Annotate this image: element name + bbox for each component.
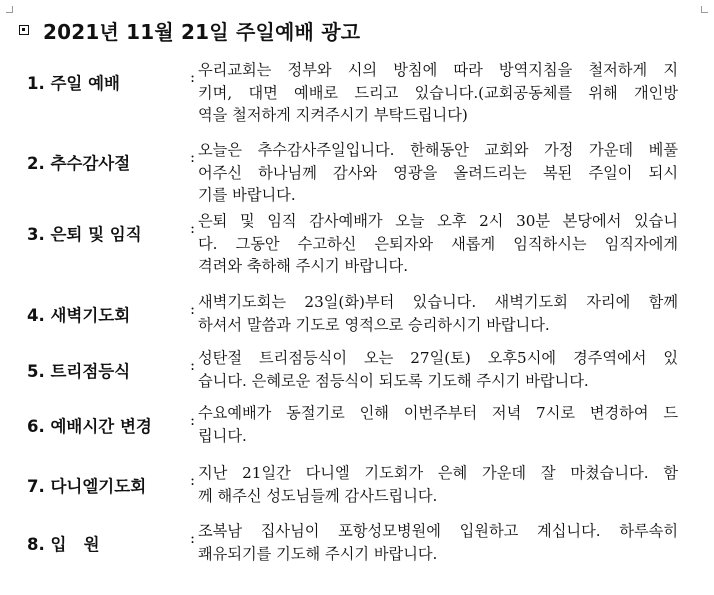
item-body — [198, 462, 678, 507]
body-line: 습니다. 은혜로운 점등식이 되도록 기도해 주시기 바랍니다. — [198, 371, 589, 390]
item-body — [198, 402, 678, 447]
item-label: 2. 추수감사절 — [27, 154, 131, 173]
body-line: 기를 바랍니다. — [198, 186, 296, 204]
body-line: 성탄절 트리점등식이 오는 27일(토) 오후5시에 경주역에서 있 — [198, 349, 678, 367]
body-line: 우리교회는 정부와 시의 방침에 따라 방역지침을 철저하게 지 — [198, 61, 678, 79]
body-line: 키며, 대면 예배로 드리고 있습니다.(교회공동체를 위해 개인방 — [198, 83, 678, 102]
body-line: 조복남 집사님이 포항성모병원에 입원하고 계십니다. 하루속히 — [198, 522, 678, 540]
item-body — [198, 139, 678, 207]
body-line: 쾌유되기를 기도해 주시기 바랍니다. — [198, 544, 438, 563]
body-line: 지난 21일간 다니엘 기도회가 은혜 가운데 잘 마쳤습니다. 함 — [198, 464, 678, 482]
square-bullet-icon — [19, 25, 29, 35]
title-row — [19, 16, 360, 44]
item-colon: : — [190, 529, 196, 547]
item-label: 8. 입 원 — [27, 535, 100, 554]
item-label: 6. 예배시간 변경 — [27, 417, 152, 436]
item-colon: : — [190, 471, 196, 489]
body-line: 역을 철저하게 지켜주시기 부탁드립니다) — [198, 106, 468, 124]
item-body — [198, 291, 678, 336]
page-corner-mark — [6, 6, 13, 13]
body-line: 오늘은 추수감사주일입니다. 한해동안 교회와 가정 가운데 베풀 — [198, 141, 678, 159]
body-line: 새벽기도회는 23일(화)부터 있습니다. 새벽기도회 자리에 함께 — [198, 293, 678, 311]
body-line: 수요예배가 동절기로 인해 이번주부터 저녁 7시로 변경하여 드 — [198, 404, 678, 422]
body-line: 립니다. — [198, 426, 247, 445]
item-colon: : — [190, 356, 196, 374]
body-line: 은퇴 및 임직 감사예배가 오늘 오후 2시 30분 본당에서 있습니 — [198, 212, 678, 230]
item-body — [198, 210, 678, 278]
body-line: 께 해주신 성도님들께 감사드립니다. — [198, 486, 438, 505]
item-body — [198, 347, 678, 392]
item-label: 7. 다니엘기도회 — [27, 477, 147, 496]
body-line: 어주신 하나님께 감사와 영광을 올려드리는 복된 주일이 되시 — [198, 163, 678, 182]
item-colon: : — [190, 148, 196, 166]
page-title: 2021년 11월 21일 주일예배 광고 — [43, 19, 361, 44]
item-label: 1. 주일 예배 — [27, 74, 120, 93]
item-body — [198, 59, 678, 127]
item-colon: : — [190, 300, 196, 318]
item-label: 4. 새벽기도회 — [27, 306, 131, 325]
page-corner-mark — [701, 6, 708, 13]
body-line: 다. 그동안 수고하신 은퇴자와 새롭게 임직하시는 임직자에게 — [198, 234, 678, 253]
body-line: 하셔서 말씀과 기도로 영적으로 승리하시기 바랍니다. — [198, 315, 550, 334]
body-line: 격려와 축하해 주시기 바랍니다. — [198, 257, 409, 275]
item-colon: : — [190, 411, 196, 429]
item-colon: : — [190, 68, 196, 86]
item-label: 3. 은퇴 및 임직 — [27, 225, 142, 244]
item-body — [198, 520, 678, 565]
item-colon: : — [190, 219, 196, 237]
item-label: 5. 트리점등식 — [27, 362, 131, 381]
